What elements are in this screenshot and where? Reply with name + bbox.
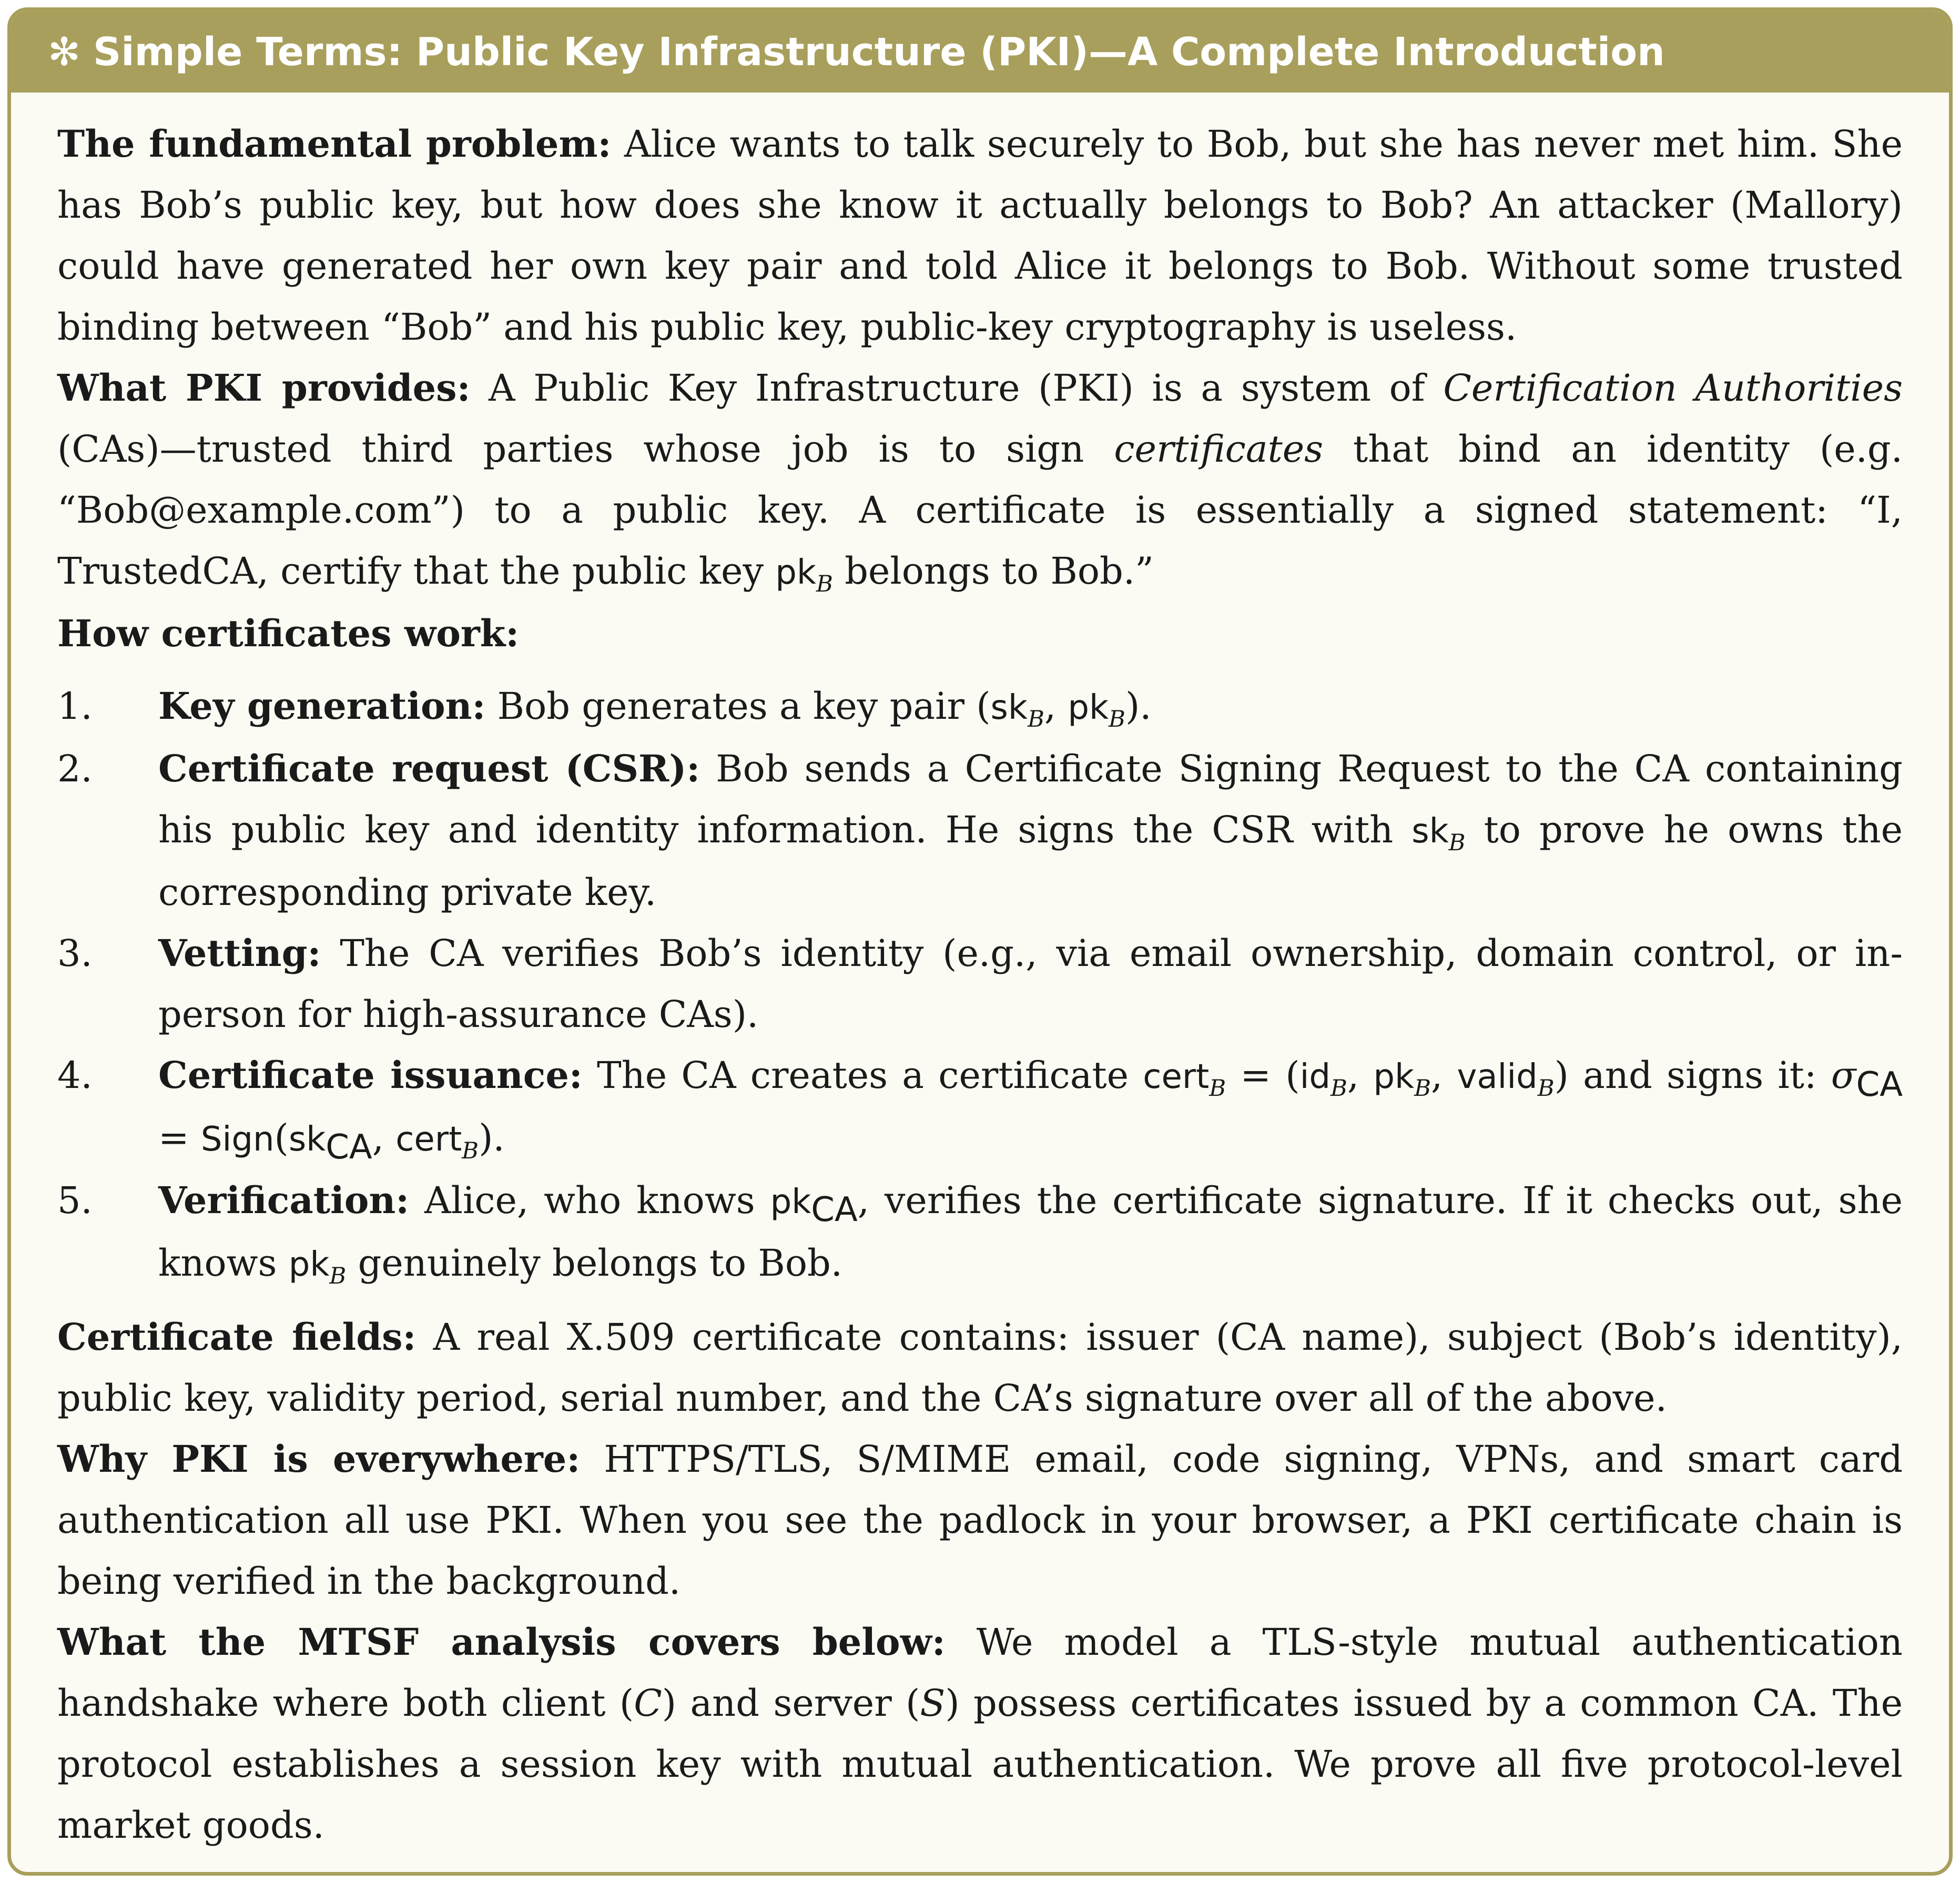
list-number: 2. [57, 747, 93, 790]
paragraph-fundamental-problem [57, 114, 1903, 358]
math-pk: pk [1373, 1057, 1415, 1096]
text-run: to prove he owns the corresponding private key. [158, 808, 1903, 914]
emphasis-term: certificates [1114, 428, 1324, 471]
text-run: , [1347, 1054, 1374, 1097]
text-run: , [1044, 685, 1068, 728]
text-run: belongs to Bob.” [832, 549, 1154, 593]
math-valid: valid [1457, 1057, 1538, 1096]
text-run: ) and server ( [662, 1682, 920, 1725]
list-number: 4. [57, 1054, 93, 1097]
list-item [57, 923, 1903, 1045]
math-pk: pk [775, 553, 816, 592]
math-sign: Sign [200, 1120, 275, 1159]
text-run: , verifies the certificate signature. If it checks out, she knows [158, 1179, 1903, 1285]
math-subscript: B [1448, 830, 1466, 856]
pki-info-box [7, 7, 1953, 1876]
math-subscript: CA [811, 1190, 858, 1229]
list-item [57, 1045, 1903, 1170]
text-run: We model a TLS-style mutual authentication handshake where both client ( [57, 1621, 1903, 1725]
step-lead: Certificate issuance: [158, 1053, 583, 1097]
certificate-steps-list [57, 676, 1903, 1295]
text-run: A Public Key Infrastructure (PKI) is a system of [470, 367, 1444, 410]
paragraph-how-certificates-work [57, 603, 1903, 664]
step-lead: Vetting: [158, 931, 321, 975]
step-lead: Certificate request (CSR): [158, 747, 700, 790]
paragraph-mtsf-analysis [57, 1612, 1903, 1856]
text-run: Alice, who knows [409, 1179, 770, 1222]
math-server: S [920, 1682, 946, 1725]
math-sigma: σ [1831, 1054, 1856, 1097]
paragraph-text: HTTPS/TLS, S/MIME email, code signing, VPNs, and smart card authentication all use PKI. When you see the padlock in your browser, a PKI certificate chain is being verified in the background. [57, 1438, 1903, 1603]
math-subscript: CA [1856, 1065, 1903, 1104]
math-cert: cert [395, 1120, 462, 1159]
math-sk: sk [1411, 812, 1449, 851]
text-run: (CAs)—trusted third parties whose job is to sign [57, 428, 1114, 471]
paragraph-what-pki-provides [57, 358, 1903, 603]
math-subscript: CA [326, 1128, 372, 1167]
box-body [11, 93, 1949, 1856]
math-subscript: B [329, 1263, 347, 1289]
box-title: Simple Terms: Public Key Infrastructure (PKI)—A Complete Introduction [93, 29, 1665, 75]
paragraph-lead: The fundamental problem: [57, 122, 612, 166]
math-sk: sk [990, 688, 1028, 727]
text-run: ( [274, 1116, 289, 1159]
list-number: 3. [57, 932, 93, 975]
list-number: 5. [57, 1179, 93, 1222]
math-pk: pk [770, 1183, 811, 1222]
text-run: genuinely belongs to Bob. [346, 1241, 843, 1285]
list-item [57, 1170, 1903, 1295]
list-item [57, 738, 1903, 923]
paragraph-text: A real X.509 certificate contains: issuer (CA name), subject (Bob’s identity), public key, validity period, serial number, and the CA’s signature over all of the above. [57, 1316, 1903, 1420]
math-subscript: B [1109, 706, 1125, 732]
text-run: ). [479, 1116, 505, 1159]
list-number: 1. [57, 685, 93, 728]
paragraph-certificate-fields [57, 1307, 1903, 1429]
math-subscript: B [1330, 1075, 1347, 1102]
math-id: id [1299, 1057, 1331, 1096]
text-run: = [158, 1116, 201, 1159]
paragraph-lead: Why PKI is everywhere: [57, 1437, 581, 1481]
math-subscript: B [1537, 1075, 1555, 1102]
paragraph-lead: What PKI provides: [57, 366, 471, 410]
text-run: ). [1125, 685, 1152, 728]
paragraph-lead: How certificates work: [57, 612, 520, 655]
text-run: that bind an identity (e.g. “Bob@example.com”) to a public key. A certificate is essentially a signed statement: “I, TrustedCA, certify that the public key [57, 428, 1903, 593]
text-run: , [372, 1116, 396, 1159]
math-subscript: B [1209, 1075, 1226, 1102]
math-pk: pk [1068, 688, 1109, 727]
paragraph-lead: What the MTSF analysis covers below: [57, 1620, 946, 1664]
math-subscript: B [1027, 706, 1044, 732]
step-lead: Key generation: [158, 684, 486, 728]
text-run: The CA verifies Bob’s identity (e.g., via email ownership, domain control, or in-person for high-assurance CAs). [158, 932, 1903, 1036]
step-lead: Verification: [158, 1178, 410, 1222]
asterisk-icon: ✻ [48, 29, 81, 75]
math-cert: cert [1143, 1057, 1210, 1096]
box-header [11, 11, 1949, 93]
text-run: = ( [1226, 1054, 1300, 1097]
math-client: C [634, 1682, 662, 1725]
math-subscript: B [1414, 1075, 1431, 1102]
math-subscript: B [816, 571, 833, 597]
text-run: Bob generates a key pair ( [485, 685, 991, 728]
emphasis-term: Certification Authorities [1443, 367, 1903, 410]
text-run: ) and signs it: [1554, 1054, 1831, 1097]
math-pk: pk [288, 1245, 330, 1284]
text-run: ) possess certificates issued by a common CA. The protocol establishes a session key with mutual authentication. We prove all five protocol-level market goods. [57, 1682, 1903, 1847]
text-run: Bob sends a Certificate Signing Request to the CA containing his public key and identity information. He signs the CSR with [158, 747, 1903, 851]
text-run: , [1430, 1054, 1457, 1097]
list-item [57, 676, 1903, 738]
paragraph-text: Alice wants to talk securely to Bob, but she has never met him. She has Bob’s public key, but how does she know it actually belongs to Bob? An attacker (Mallory) could have generated her own key pair and told Alice it belongs to Bob. Without some trusted binding between “Bob” and his public key, public-key cryptography is useless. [57, 123, 1903, 349]
math-subscript: B [462, 1138, 479, 1164]
text-run: The CA creates a certificate [582, 1054, 1143, 1097]
math-sk: sk [288, 1120, 326, 1159]
paragraph-lead: Certificate fields: [57, 1315, 417, 1359]
paragraph-why-pki [57, 1429, 1903, 1612]
